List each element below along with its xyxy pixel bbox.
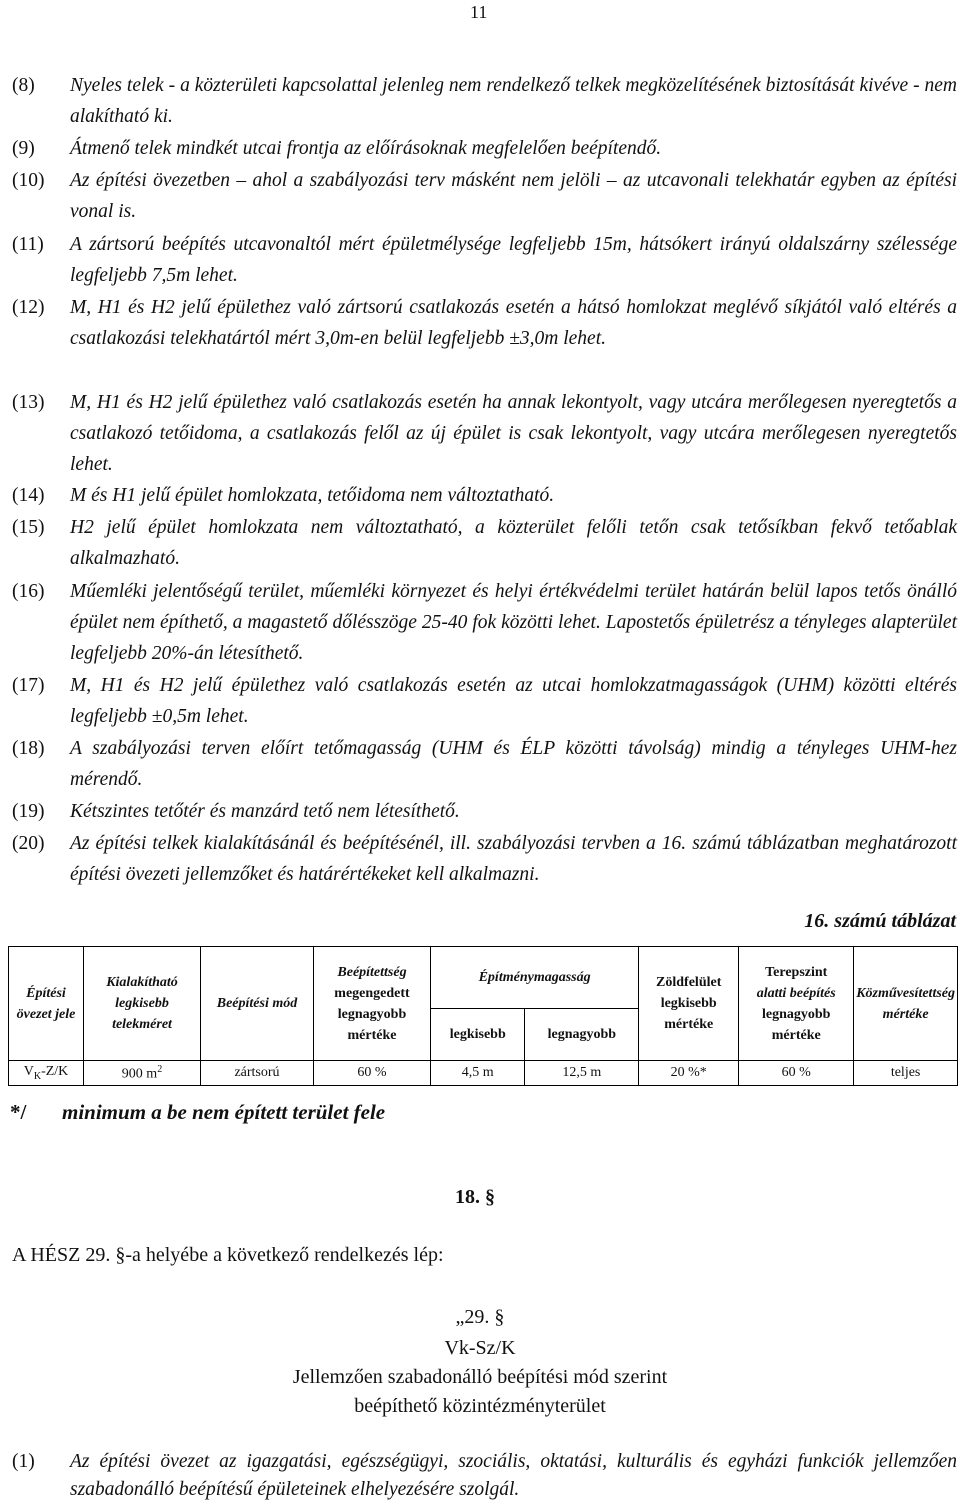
header-coverage-line2: megengedett	[334, 985, 410, 1001]
cell-building-mode: zártsorú	[201, 1061, 314, 1086]
paragraph-10	[12, 165, 957, 227]
header-plot-size: Kialakítható legkisebb telekméret	[84, 947, 201, 1061]
paragraph-11	[12, 229, 957, 291]
cell-plot-size	[84, 1061, 201, 1086]
paragraph-text: M, H1 és H2 jelű épülethez való zártsorú csatlakozás esetén a hátsó homlokzat meglévő síkjától való eltérés a csatlakozási telekhatártól mért 3,0m-en belül legfeljebb ±3,0m lehet.	[70, 297, 957, 349]
paragraph-number: (15)	[12, 517, 45, 538]
paragraph-number: (12)	[12, 297, 45, 318]
paragraph-12	[12, 292, 957, 354]
paragraph-15	[12, 512, 957, 574]
cell-underground: 60 %	[739, 1061, 854, 1086]
header-height-max: legnagyobb	[525, 1009, 639, 1061]
paragraph-text: Az építési övezet az igazgatási, egészségügyi, szociális, oktatási, kulturális és egyházi funkciók jellemzően szabadonálló beépítésű épületeinek elhelyezésére szolgál.	[70, 1451, 957, 1500]
cell-green-area: 20 %*	[639, 1061, 739, 1086]
paragraph-text: M, H1 és H2 jelű épülethez való csatlakozás esetén az utcai homlokzatmagasságok (UHM) közötti eltérés legfeljebb ±0,5m lehet.	[70, 675, 957, 727]
header-underground-line2: alatti beépítés	[756, 985, 836, 1001]
zone-sub: K	[33, 1070, 42, 1082]
paragraph-text: M, H1 és H2 jelű épülethez való csatlakozás esetén ha annak lekontyolt, vagy utcára merőlegesen nyeregtetős a csatlakozó tetőidoma, a csatlakozás felől az új épület is csak lekontyolt, vagy utcára merőlegesen nyeregtetős lehet.	[70, 392, 957, 475]
header-coverage	[314, 947, 431, 1061]
table-caption: 16. számú táblázat	[804, 910, 956, 932]
paragraph-number: (13)	[12, 392, 45, 413]
paragraph-number: (14)	[12, 485, 45, 506]
paragraph-14	[12, 480, 957, 511]
paragraph-number: (19)	[12, 801, 45, 822]
zoning-table	[8, 946, 958, 1086]
plot-size-sup: 2	[157, 1063, 163, 1075]
cell-utilities: teljes	[854, 1061, 958, 1086]
paragraph-number: (18)	[12, 738, 45, 759]
paragraph-text: Átmenő telek mindkét utcai frontja az előírásoknak megfelelően beépítendő.	[70, 138, 662, 159]
new-section-code: Vk-Sz/K	[444, 1337, 516, 1359]
header-coverage-line1: Beépítettség	[337, 964, 407, 980]
cell-coverage: 60 %	[314, 1061, 431, 1086]
paragraph-number: (9)	[12, 138, 35, 159]
header-green-area	[639, 947, 739, 1061]
page-number: 11	[470, 2, 488, 22]
paragraph-text: Műemléki jelentőségű terület, műemléki környezet és helyi értékvédelmi terület határán belül lapos tetős önálló épület nem építhető, a magastető dőlésszöge 25-40 fok közötti lehet. Lapostetős épületrész a tényleges alapterület legfeljebb 20%-án létesíthető.	[70, 581, 957, 664]
paragraph-18	[12, 733, 957, 795]
amendment-text: A HÉSZ 29. §-a helyébe a következő rendelkezés lép:	[12, 1244, 444, 1266]
new-section-title-2: beépíthető közintézményterület	[354, 1395, 606, 1417]
paragraph-number: (10)	[12, 170, 45, 191]
header-utilities: Közművesítettség mértéke	[854, 947, 958, 1061]
table-footnote	[10, 1100, 385, 1125]
header-height-min: legkisebb	[431, 1009, 525, 1061]
header-underground	[739, 947, 854, 1061]
paragraph-9	[12, 133, 957, 164]
cell-zone	[9, 1061, 84, 1086]
paragraph-text: Az építési övezetben – ahol a szabályozási terv másként nem jelöli – az utcavonali telekhatár egyben az építési vonal is.	[70, 170, 957, 222]
header-zone: Építési övezet jele	[9, 947, 84, 1061]
paragraph-text: A zártsorú beépítés utcavonaltól mért épületmélysége legfeljebb 15m, hátsókert irányú oldalszárny szélessége legfeljebb 7,5m lehet.	[70, 234, 957, 286]
final-paragraph	[12, 1448, 957, 1504]
paragraph-19	[12, 796, 957, 827]
paragraph-number: (20)	[12, 833, 45, 854]
paragraph-8	[12, 70, 957, 132]
header-coverage-line3: legnagyobb mértéke	[337, 1006, 407, 1043]
paragraph-text: M és H1 jelű épület homlokzata, tetőidoma nem változtatható.	[70, 485, 555, 506]
header-underground-line3: legnagyobb mértéke	[761, 1006, 831, 1043]
paragraph-number: (8)	[12, 75, 35, 96]
paragraph-13	[12, 387, 957, 480]
plot-size-value: 900 m	[121, 1066, 158, 1082]
paragraph-number: (16)	[12, 581, 45, 602]
paragraph-text: H2 jelű épület homlokzata nem változtatható, a közterület felőli tetőn csak tetősíkban fekvő tetőablak alkalmazható.	[70, 517, 957, 569]
paragraph-number: (11)	[12, 234, 44, 255]
footnote-mark: */	[10, 1100, 27, 1124]
new-section-number: „29. §	[455, 1306, 505, 1328]
zone-base: V	[23, 1064, 34, 1080]
paragraph-number: (1)	[12, 1451, 35, 1472]
paragraph-number: (17)	[12, 675, 45, 696]
paragraph-text: Az építési telkek kialakításánál és beépítésénél, ill. szabályozási tervben a 16. számú táblázatban meghatározott építési övezeti jellemzőket és határértékeket kell alkalmazni.	[70, 833, 957, 885]
paragraph-17	[12, 670, 957, 732]
paragraph-20	[12, 828, 957, 890]
cell-height-max: 12,5 m	[525, 1061, 639, 1086]
header-building-height: Építménymagasság	[431, 947, 639, 1009]
cell-height-min: 4,5 m	[431, 1061, 525, 1086]
header-building-mode: Beépítési mód	[201, 947, 314, 1061]
zone-suffix: -Z/K	[41, 1064, 69, 1080]
paragraph-16	[12, 576, 957, 669]
header-underground-line1: Terepszint	[765, 964, 828, 980]
paragraph-text: Kétszintes tetőtér és manzárd tető nem létesíthető.	[70, 801, 460, 822]
header-green-area-text: Zöldfelület legkisebb mértéke	[656, 975, 722, 1032]
table-row	[9, 1061, 958, 1086]
paragraph-text: Nyeles telek - a közterületi kapcsolattal jelenleg nem rendelkező telkek megközelítésének biztosítását kivéve - nem alakítható ki.	[70, 75, 957, 127]
footnote-text: minimum a be nem épített terület fele	[62, 1100, 386, 1124]
new-section-title-1: Jellemzően szabadonálló beépítési mód szerint	[292, 1366, 668, 1388]
paragraph-text: A szabályozási terven előírt tetőmagasság (UHM és ÉLP közötti távolság) mindig a tényleges UHM-hez mérendő.	[70, 738, 957, 790]
section-number: 18. §	[455, 1186, 495, 1208]
